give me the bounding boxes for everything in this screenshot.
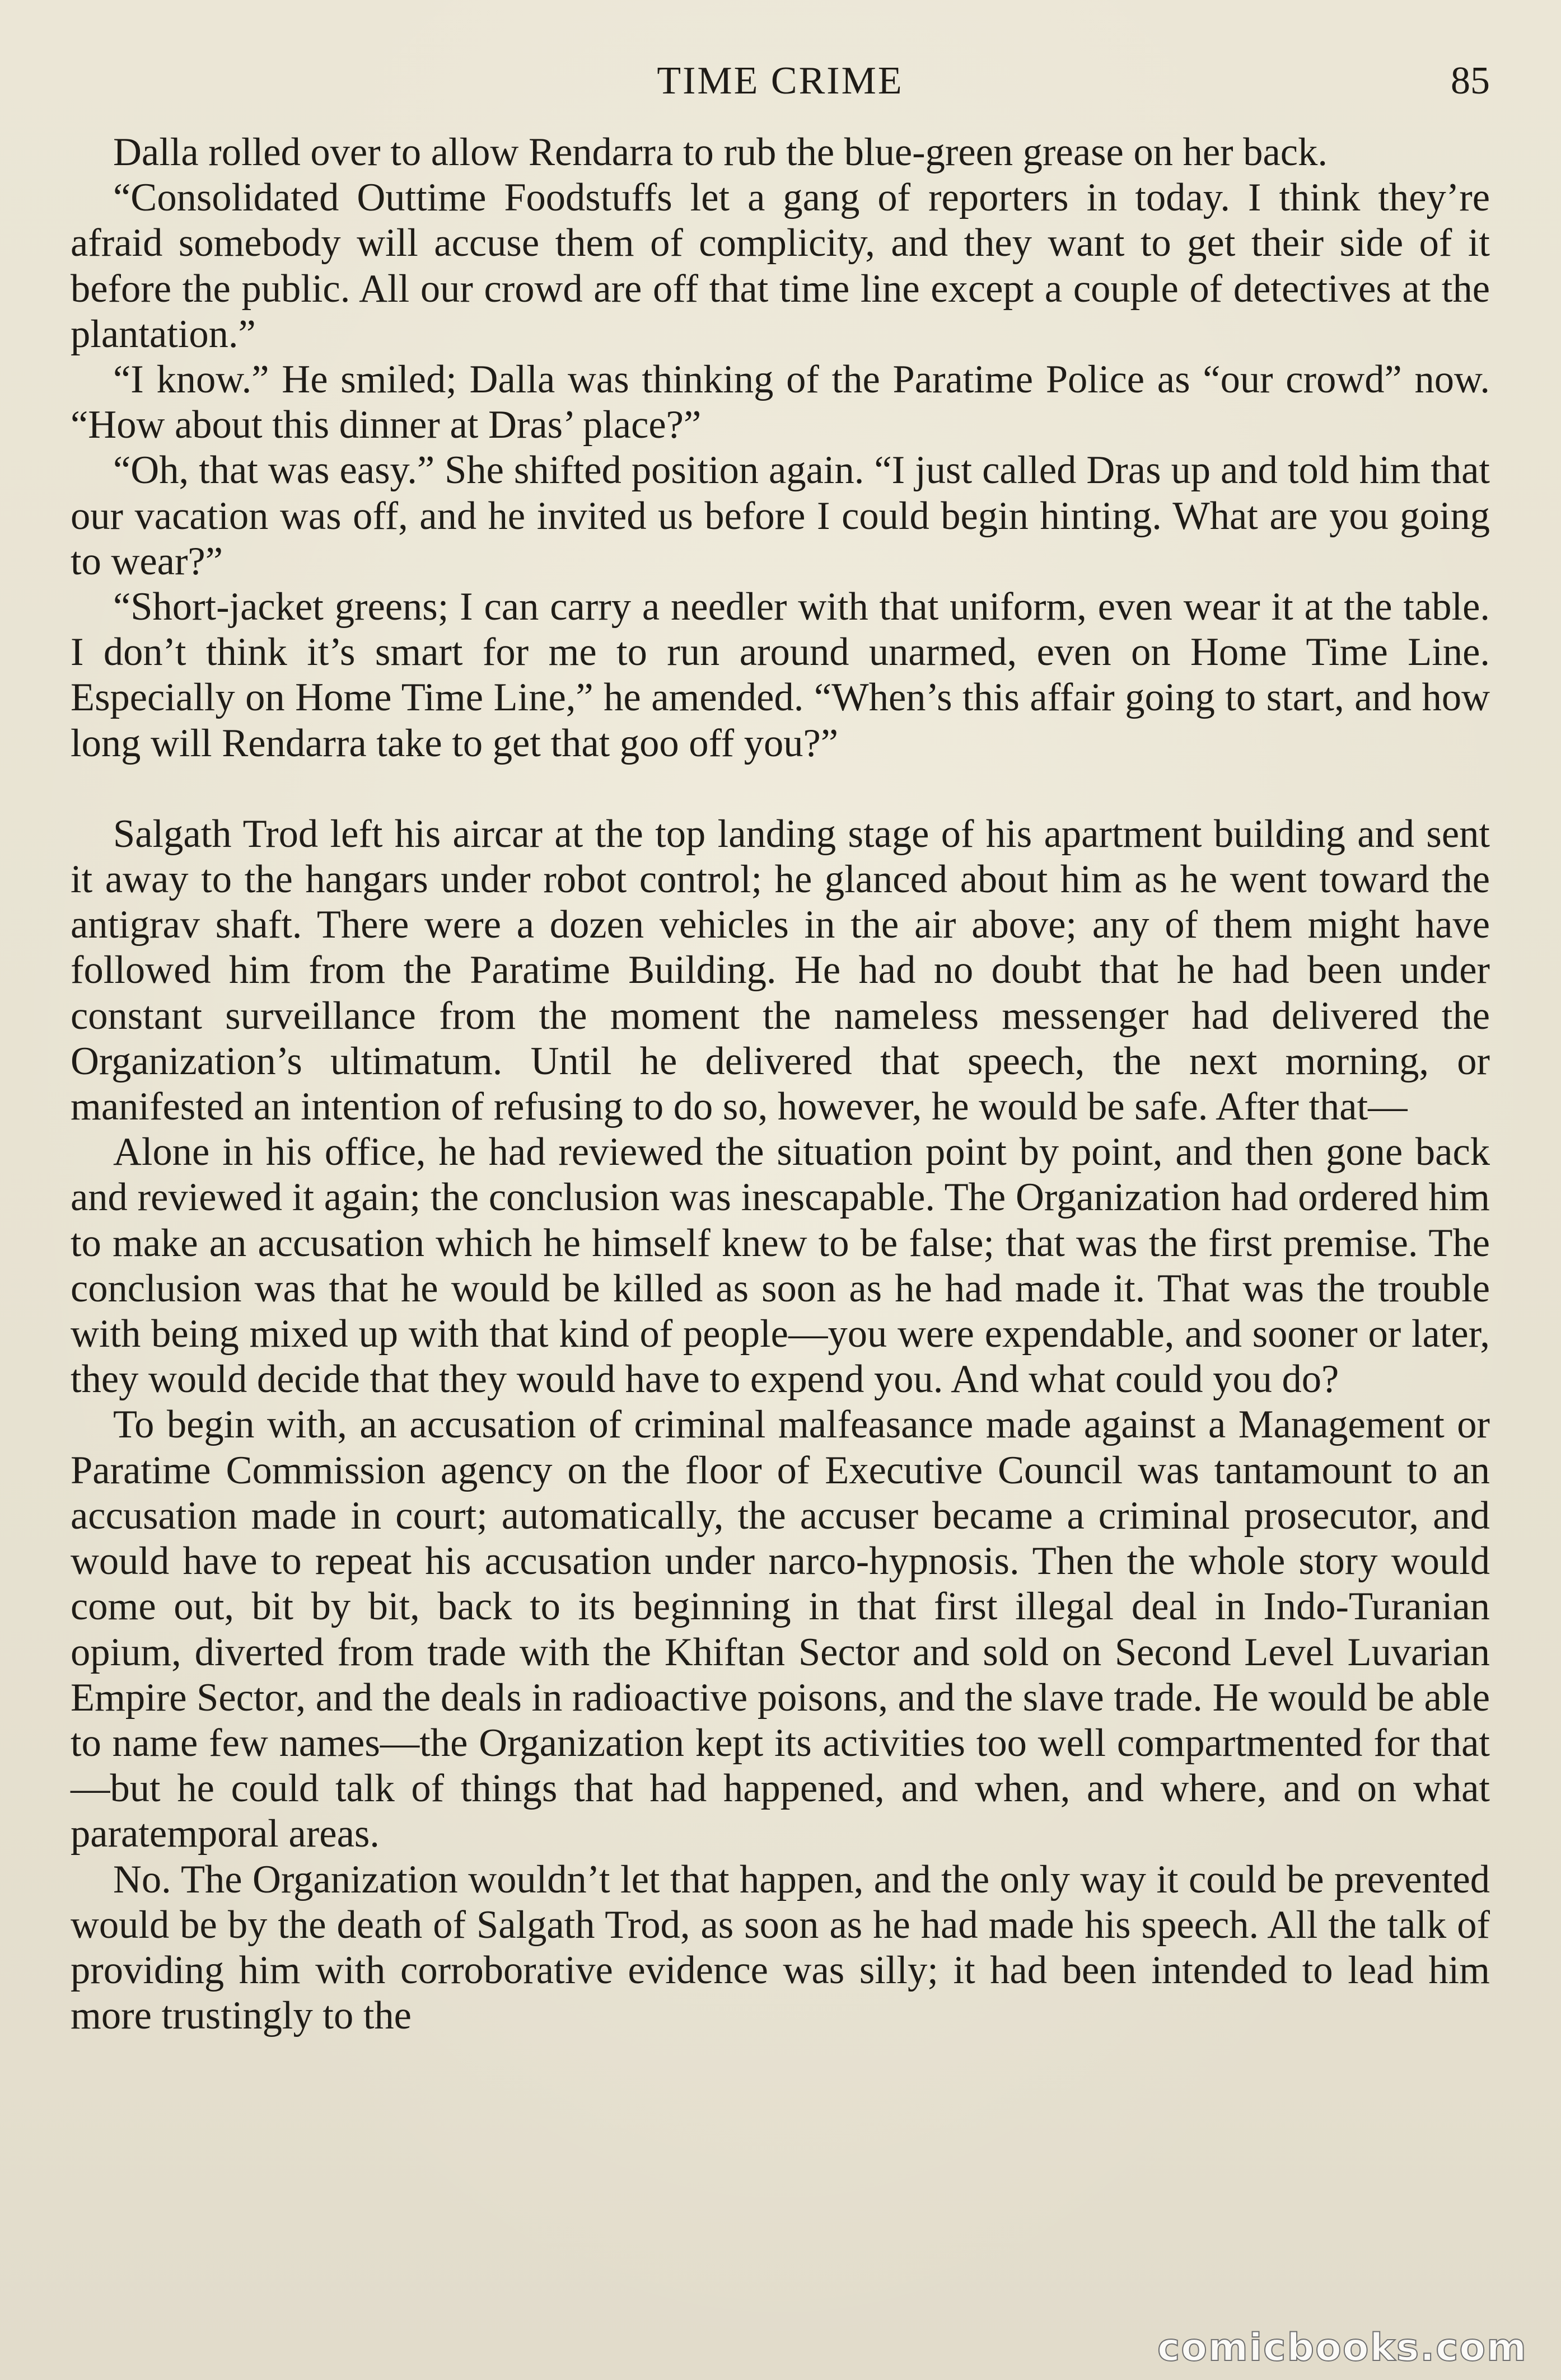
running-title: TIME CRIME <box>657 59 904 102</box>
paragraph: “I know.” He smiled; Dalla was thinking of the Paratime Police as “our crowd” now. “How about this dinner at Dras’ place?” <box>71 358 1490 447</box>
paragraph: To begin with, an accusation of criminal malfeasance made against a Management or Paratime Commission agency on the floor of Executive Council was tantamount to an accusation made in court; automatically, the accuser became a criminal prosecutor, and would have to repeat his accusation under narco-hypnosis. Then the whole story would come out, bit by bit, back to its beginning in that first illegal deal in Indo-Turanian opium, diverted from trade with the Khiftan Sector and sold on Second Level Luvarian Empire Sector, and the deals in radioactive poisons, and the slave trade. He would be able to name few names—the Organization kept its activities too well compartmented for that—but he could talk of things that had happened, and when, and where, and on what paratemporal areas. <box>71 1403 1490 1856</box>
paragraph: No. The Organization wouldn’t let that happen, and the only way it could be prevented would be by the death of Salgath Trod, as soon as he had made his speech. All the talk of providing him with corroborative evidence was silly; it had been intended to lead him more trustingly to the <box>71 1857 1490 2038</box>
body-text <box>71 130 1490 2039</box>
paragraph: Dalla rolled over to allow Rendarra to rub the blue-green grease on her back. <box>113 130 1328 174</box>
paragraph: Alone in his office, he had reviewed the situation point by point, and then gone back and reviewed it again; the conclusion was inescapable. The Organization had ordered him to make an accusation which he himself knew to be false; that was the first premise. The conclusion was that he would be killed as soon as he had made it. That was the trouble with being mixed up with that kind of people—you were expendable, and sooner or later, they would decide that they would have to expend you. And what could you do? <box>71 1130 1490 1402</box>
watermark: comicbooks.com <box>1157 2326 1527 2370</box>
section-break <box>71 766 1490 812</box>
paragraph: “Short-jacket greens; I can carry a needler with that uniform, even wear it at the table. I don’t think it’s smart for me to run around unarmed, even on Home Time Line. Especially on Home Time Line,” he amended. “When’s this affair going to start, and how long will Rendarra take to get that goo off you?” <box>71 585 1490 765</box>
paragraph: “Consolidated Outtime Foodstuffs let a gang of reporters in today. I think they’re afraid somebody will accuse them of complicity, and they want to get their side of it before the public. All our crowd are off that time line except a couple of detectives at the plantation.” <box>71 176 1490 356</box>
paragraph: Salgath Trod left his aircar at the top landing stage of his apartment building and sent it away to the hangars under robot control; he glanced about him as he went toward the antigrav shaft. There were a dozen vehicles in the air above; any of them might have followed him from the Paratime Building. He had no doubt that he had been under constant surveillance from the moment the nameless messenger had delivered the Organization’s ultimatum. Until he delivered that speech, the next morning, or manifested an intention of refusing to do so, however, he would be safe. After that— <box>71 812 1490 1129</box>
page-number: 85 <box>1451 59 1490 102</box>
paragraph: “Oh, that was easy.” She shifted position again. “I just called Dras up and told him that our vacation was off, and he invited us before I could begin hinting. What are you going to wear?” <box>71 448 1490 583</box>
page-header <box>71 53 1490 109</box>
